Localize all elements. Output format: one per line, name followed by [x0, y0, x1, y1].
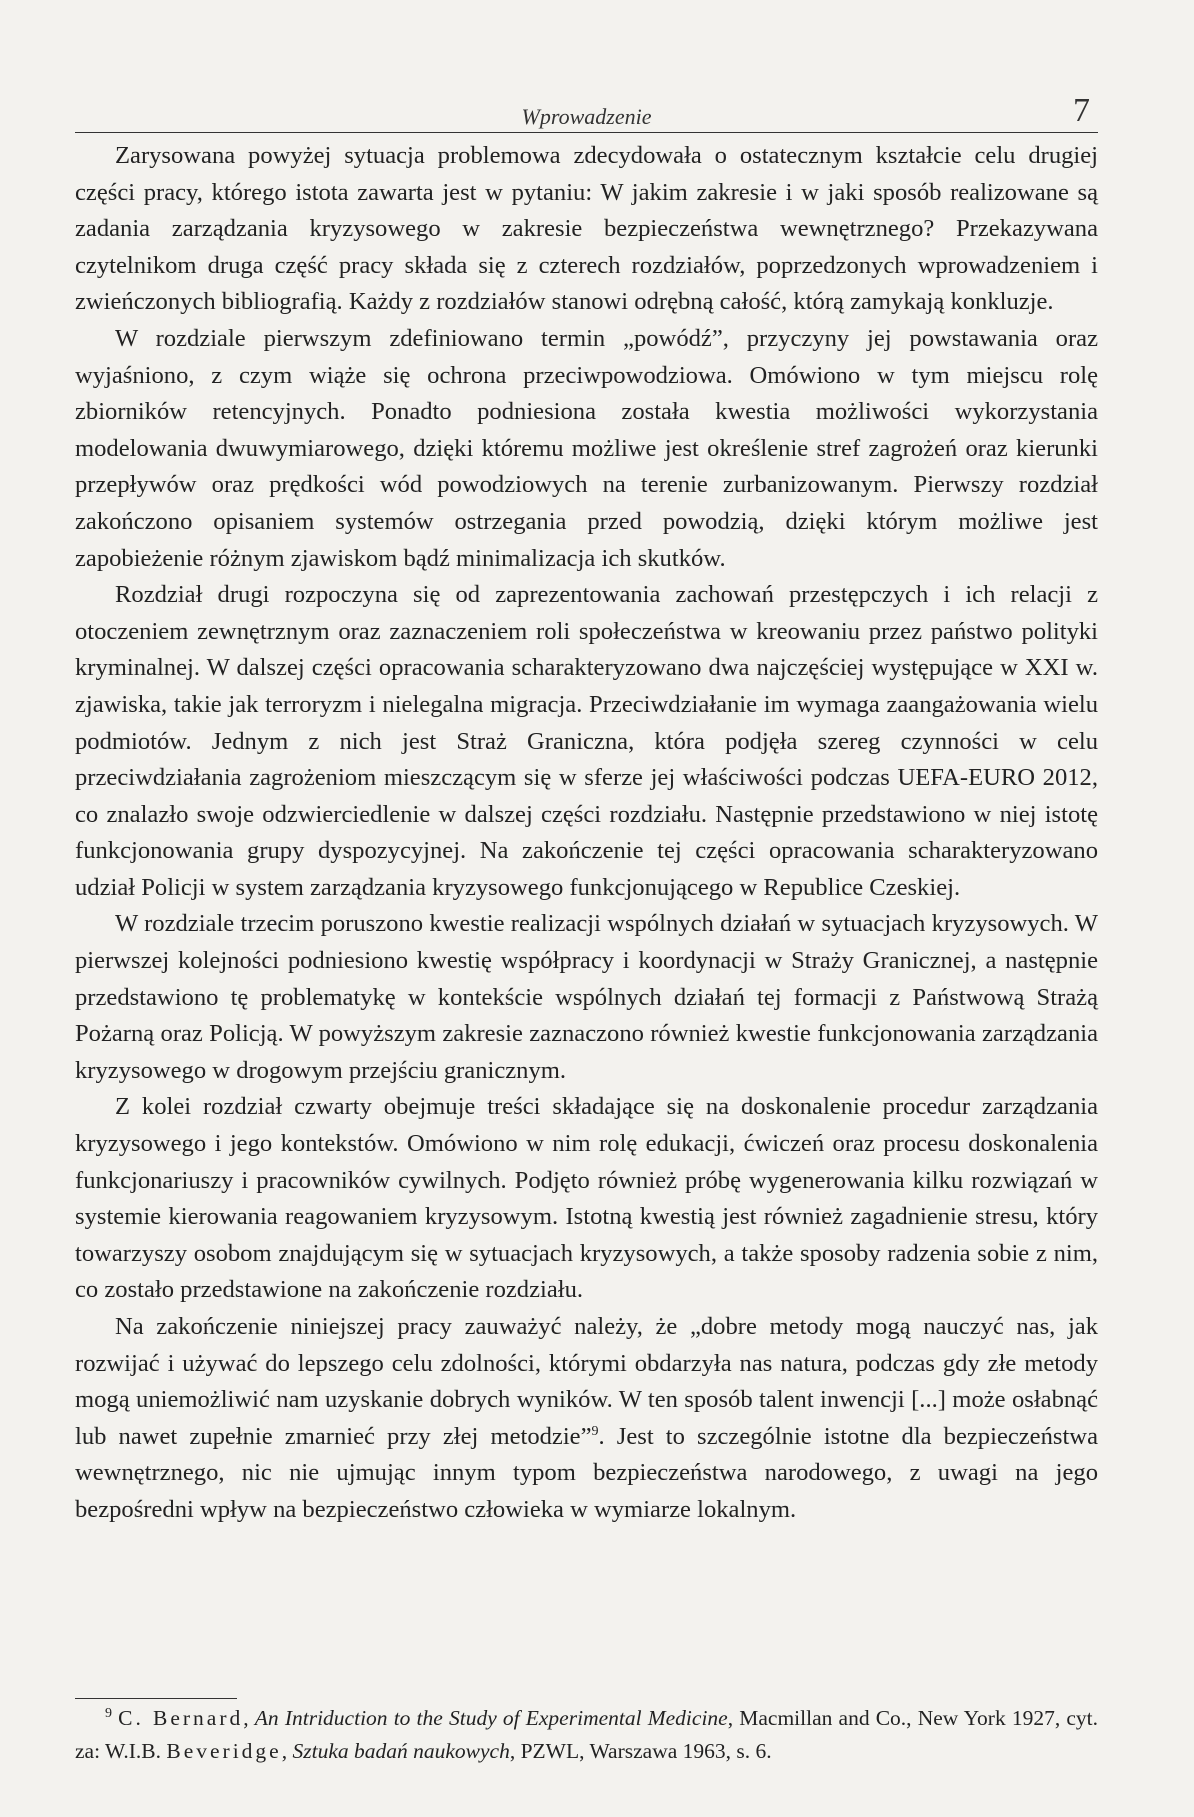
running-title: Wprowadzenie — [521, 104, 652, 129]
paragraph: Rozdział drugi rozpoczyna się od zaprezentowania zachowań przestępczych i ich relacji z otoczeniem zewnętrznym oraz zaznaczeniem roli społeczeństwa w kreowaniu przez państwo polityki kryminalnej. W dalszej części opracowania scharakteryzowano dwa najczęściej występujące w XXI w. zjawiska, takie jak terroryzm i nielegalna migracja. Przeciwdziałanie im wymaga zaangażowania wielu podmiotów. Jednym z nich jest Straż Graniczna, która podjęła szereg czynności w celu przeciwdziałania zagrożeniom mieszczącym się w sferze jej właściwości podczas UEFA-EURO 2012, co znalazło swoje odzwierciedlenie w dalszej części rozdziału. Następnie przedstawiono w niej istotę funkcjonowania grupy dyspozycyjnej. Na zakończenie tej części opracowania scharakteryzowano udział Policji w system zarządzania kryzysowego funkcjonującego w Republice Czeskiej. — [75, 581, 1098, 901]
paragraph-last — [75, 1309, 1098, 1529]
footnote-author: C. Bernard — [118, 1706, 244, 1730]
footnote-text: , PZWL, Warszawa 1963, s. 6. — [509, 1739, 772, 1763]
paragraph: Z kolei rozdział czwarty obejmuje treści składające się na doskonalenie procedur zarządzania kryzysowego i jego kontekstów. Omówiono w nim rolę edukacji, ćwiczeń oraz procesu doskonalenia funkcjonariuszy i pracowników cywilnych. Podjęto również próbę wygenerowania kilku rozwiązań w systemie kierowania reagowaniem kryzysowym. Istotną kwestią jest również zagadnienie stresu, który towarzyszy osobom znajdującym się w sytuacjach kryzysowych, a także sposoby radzenia sobie z nim, co zostało przedstawione na zakończenie rozdziału. — [75, 1093, 1098, 1304]
paragraph-text: Na zakończenie niniejszej pracy zauważyć należy, że „dobre metody mogą nauczyć nas, jak rozwijać i używać do lepszego celu zdolności, którymi obdarzyła nas natura, podczas gdy złe metody mogą uniemożliwić nam uzyskanie dobrych wyników. W ten sposób talent inwencji [...] może osłabnąć lub nawet zupełnie zmarnieć przy złej metodzie” — [75, 1313, 1098, 1450]
footnote-text: , Macmillan and Co., New York 1927, cyt. za: W.I.B. — [75, 1706, 1098, 1763]
page-number: 7 — [1073, 92, 1090, 129]
paragraph: W rozdziale pierwszym zdefiniowano termin „powódź”, przyczyny jej powstawania oraz wyjaśniono, z czym wiąże się ochrona przeciwpowodziowa. Omówiono w tym miejscu rolę zbiorników retencyjnych. Ponadto podniesiona została kwestia możliwości wykorzystania modelowania dwuwymiarowego, dzięki któremu możliwe jest określenie stref zagrożeń oraz kierunki przepływów oraz prędkości wód powodziowych na terenie zurbanizowanym. Pierwszy rozdział zakończono opisaniem systemów ostrzegania przed powodzią, dzięki którym możliwe jest zapobieżenie różnym zjawiskom bądź minimalizacja ich skutków. — [75, 324, 1098, 572]
body-text — [75, 138, 1098, 1529]
footnote-author: Beveridge — [166, 1739, 282, 1763]
footnote-reference: 9 — [591, 1423, 599, 1439]
paragraph: W rozdziale trzecim poruszono kwestie realizacji wspólnych działań w sytuacjach kryzysowych. W pierwszej kolejności podniesiono kwestię współpracy i koordynacji w Straży Granicznej, a następnie przedstawiono tę problematykę w kontekście wspólnych działań tej formacji z Państwową Strażą Pożarną oraz Policją. W powyższym zakresie zaznaczono również kwestie funkcjonowania zarządzania kryzysowego w drogowym przejściu granicznym. — [75, 910, 1098, 1084]
paragraph: Zarysowana powyżej sytuacja problemowa zdecydowała o ostatecznym kształcie celu drugiej części pracy, którego istota zawarta jest w pytaniu: W jakim zakresie i w jaki sposób realizowane są zadania zarządzania kryzysowego w zakresie bezpieczeństwa wewnętrznego? Przekazywana czytelnikom druga część pracy składa się z czterech rozdziałów, poprzedzonych wprowadzeniem i zwieńczonych bibliografią. Każdy z rozdziałów stanowi odrębną całość, którą zamykają konkluzje. — [75, 142, 1098, 316]
footnote-text: , — [243, 1706, 255, 1730]
footnote-title: An Intriduction to the Study of Experimental Medicine — [254, 1706, 728, 1730]
footnote — [75, 1702, 1098, 1768]
footnote-text: , — [281, 1739, 293, 1763]
paragraph-text: . Jest to szczególnie istotne dla bezpieczeństwa wewnętrznego, nic nie ujmując innym typom bezpieczeństwa narodowego, z uwagi na jego bezpośredni wpływ na bezpieczeństwo człowieka w wymiarze lokalnym. — [75, 1422, 1098, 1523]
running-header — [75, 92, 1098, 133]
footnote-title: Sztuka badań naukowych — [292, 1739, 510, 1763]
footnote-divider — [75, 1698, 237, 1699]
footnote-number: 9 — [105, 1705, 112, 1721]
